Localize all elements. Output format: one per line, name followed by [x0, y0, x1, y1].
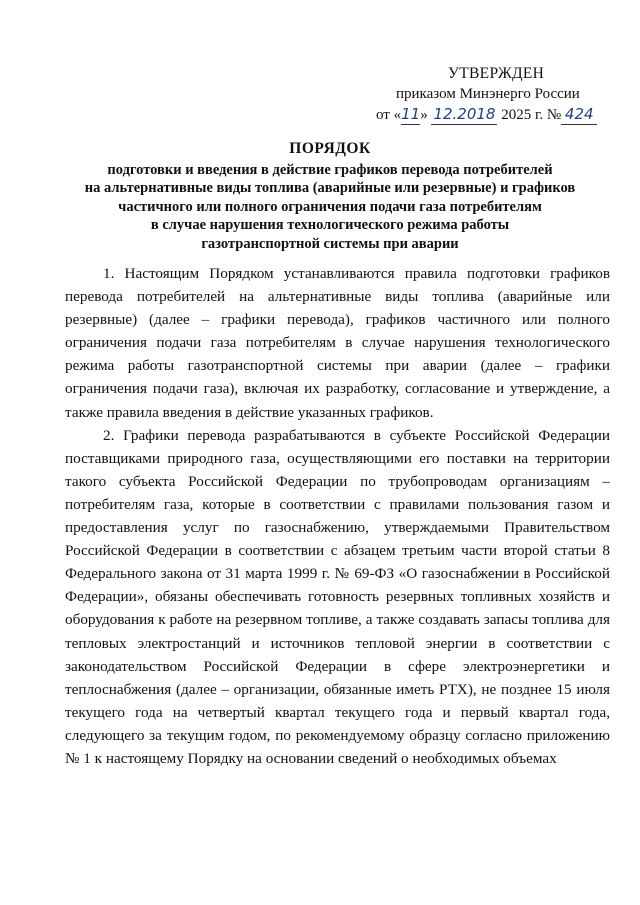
heading-line: в случае нарушения технологического режима работы	[150, 217, 510, 233]
document-body	[65, 262, 610, 770]
heading-line: газотранспортной системы при аварии	[201, 235, 459, 252]
heading-line: подготовки и введения в действие графиков перевода потребителей	[107, 161, 553, 178]
approval-title: УТВЕРЖДЕН	[448, 65, 545, 82]
handwritten-month: 12.2018	[433, 105, 496, 123]
approval-order-line: приказом Минэнерго России	[396, 86, 580, 102]
handwritten-order-number: 424	[561, 104, 597, 125]
approval-block	[376, 64, 626, 125]
paragraph-1: 1. Настоящим Порядком устанавливаются правила подготовки графиков перевода потребителей на альтернативные виды топлива (аварийные или резервные) (далее – графики перевода), графиков частичного или полного ограничения подачи газа потребителям в случае нарушения технологического режима работы газотранспортной системы при аварии (далее – графики ограничения подачи газа), включая их разработку, согласование и утверждение, а также правила введения в действие указанных графиков.	[65, 265, 610, 421]
date-mid: »	[420, 107, 428, 123]
heading-title: ПОРЯДОК	[289, 140, 371, 157]
document-heading	[60, 140, 600, 253]
paragraph-2: 2. Графики перевода разрабатываются в субъекте Российской Федерации поставщиками природного газа, осуществляющими его поставки на территории такого субъекта Российской Федерации по трубопроводам организациям – потребителям газа, которые в соответствии с правилами пользования газом и предоставления услуг по газоснабжению, утверждаемыми Правительством Российской Федерации в соответствии с абзацем третьим части второй статьи 8 Федерального закона от 31 марта 1999 г. № 69-ФЗ «О газоснабжении в Российской Федерации», обязаны обеспечивать готовность резервных топливных хозяйств и оборудования к работе на резервном топливе, а также создавать запасы топлива для тепловых электростанций и источников тепловой энергии в соответствии с законодательством Российской Федерации в сфере электроэнергетики и теплоснабжения (далее – организации, обязанные иметь РТХ), не позднее 15 июля текущего года на четвертый квартал текущего года и первый квартал года, следующего за текущим годом, по рекомендуемому образцу согласно приложению № 1 к настоящему Порядку на основании сведений о необходимых объемах	[65, 426, 610, 767]
handwritten-day: 11	[401, 105, 421, 123]
heading-line: на альтернативные виды топлива (аварийные или резервные) и графиков	[84, 180, 576, 196]
year-text: 2025 г. №	[501, 107, 562, 123]
approval-date-line	[376, 104, 626, 125]
heading-line: частичного или полного ограничения подачи газа потребителям	[118, 198, 542, 215]
date-prefix: от «	[376, 107, 402, 123]
